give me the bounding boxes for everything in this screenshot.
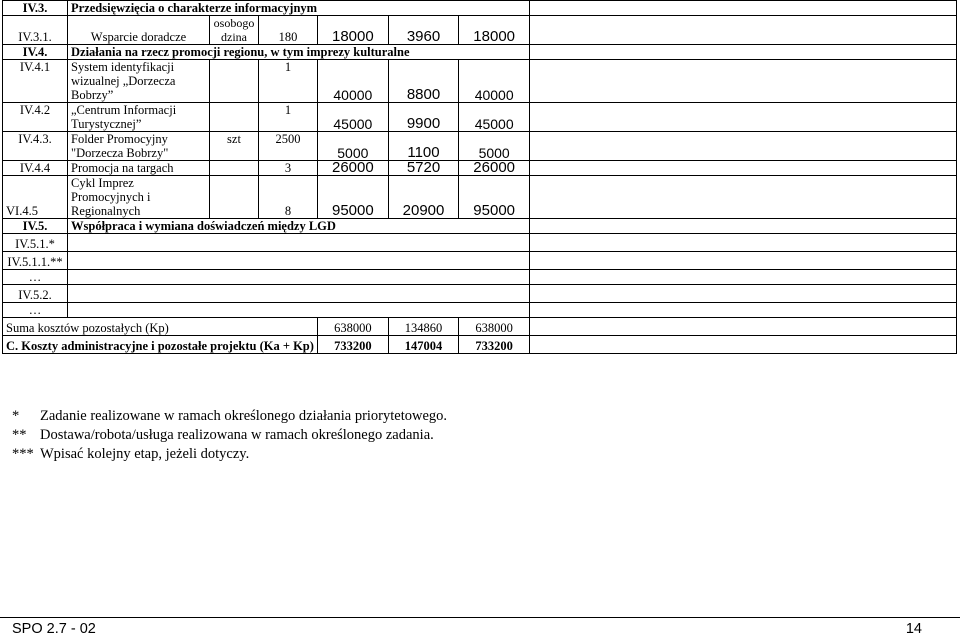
- row-qty: 180: [259, 16, 318, 45]
- section-title: Współpraca i wymiana doświadczeń między LGD: [68, 219, 530, 234]
- row-cost: 95000: [318, 176, 389, 219]
- row-eligible: 40000: [459, 60, 530, 103]
- row-cost: 5000: [318, 132, 389, 161]
- row-eligible: 26000: [459, 161, 530, 176]
- table-row: [3, 303, 957, 318]
- row-eligible: 95000: [459, 176, 530, 219]
- footer-divider: [0, 617, 960, 618]
- table-row: [3, 252, 957, 270]
- row-qty: 1: [259, 103, 318, 132]
- row-cost: 18000: [318, 16, 389, 45]
- total-vat: 147004: [388, 336, 459, 354]
- row-code: …: [3, 303, 68, 318]
- row-vat: 1100: [388, 132, 459, 161]
- footnote-text: Dostawa/robota/usługa realizowana w ramach określonego zadania.: [40, 427, 434, 443]
- table-row: [3, 270, 957, 285]
- budget-table: [2, 0, 957, 354]
- table-row: [3, 60, 957, 103]
- row-name: „Centrum Informacji Turystycznej”: [68, 103, 210, 132]
- row-code: VI.4.5: [3, 176, 68, 219]
- row-qty: 8: [259, 176, 318, 219]
- table-row: [3, 219, 957, 234]
- row-code: IV.3.: [3, 1, 68, 16]
- row-unit: [210, 176, 259, 219]
- row-name: Folder Promocyjny "Dorzecza Bobrzy": [68, 132, 210, 161]
- row-code: IV.4.2: [3, 103, 68, 132]
- row-vat: 20900: [388, 176, 459, 219]
- row-unit: [210, 60, 259, 103]
- footnote-mark: **: [12, 427, 27, 443]
- row-name: Wsparcie doradcze: [68, 16, 210, 45]
- row-vat: 9900: [388, 103, 459, 132]
- section-title: Przedsięwzięcia o charakterze informacyjnym: [68, 1, 530, 16]
- row-vat: 3960: [388, 16, 459, 45]
- row-code: IV.4.4: [3, 161, 68, 176]
- table-row: [3, 176, 957, 219]
- row-name: Promocja na targach: [68, 161, 210, 176]
- sum-cost: 638000: [318, 318, 389, 336]
- total-eligible: 733200: [459, 336, 530, 354]
- table-row: [3, 285, 957, 303]
- sum-label: Suma kosztów pozostałych (Kp): [3, 318, 318, 336]
- row-eligible: 45000: [459, 103, 530, 132]
- total-label: C. Koszty administracyjne i pozostałe projektu (Ka + Kp): [3, 336, 318, 354]
- page-number: 14: [905, 621, 922, 637]
- row-vat: 8800: [388, 60, 459, 103]
- sum-eligible: 638000: [459, 318, 530, 336]
- row-code: IV.5.: [3, 219, 68, 234]
- row-qty: 3: [259, 161, 318, 176]
- table-row: [3, 1, 957, 16]
- footnote-mark: *: [12, 408, 20, 424]
- total-row: [3, 336, 957, 354]
- footnote-mark: ***: [12, 446, 34, 462]
- table-row: [3, 161, 957, 176]
- table-row: [3, 103, 957, 132]
- table-row: [3, 132, 957, 161]
- row-unit: osobogodzina: [210, 16, 259, 45]
- footnote-text: Wpisać kolejny etap, jeżeli dotyczy.: [40, 446, 250, 462]
- row-unit: [210, 103, 259, 132]
- row-eligible: 5000: [459, 132, 530, 161]
- sum-vat: 134860: [388, 318, 459, 336]
- row-code: IV.4.3.: [3, 132, 68, 161]
- total-cost: 733200: [318, 336, 389, 354]
- footnote: [12, 407, 447, 426]
- row-unit: [210, 161, 259, 176]
- row-name: Cykl Imprez Promocyjnych i Regionalnych: [68, 176, 210, 219]
- row-cost: 26000: [318, 161, 389, 176]
- row-qty: 2500: [259, 132, 318, 161]
- document-code: SPO 2.7 - 02: [12, 621, 96, 637]
- section-title: Działania na rzecz promocji regionu, w tym imprezy kulturalne: [68, 45, 530, 60]
- row-code: IV.4.: [3, 45, 68, 60]
- row-unit: szt: [210, 132, 259, 161]
- row-code: IV.5.1.1.**: [3, 252, 68, 270]
- row-cost: 40000: [318, 60, 389, 103]
- table-row: [3, 234, 957, 252]
- table-row: [3, 45, 957, 60]
- row-code: IV.4.1: [3, 60, 68, 103]
- row-code: IV.3.1.: [3, 16, 68, 45]
- table-row: [3, 16, 957, 45]
- row-name: System identyfikacji wizualnej „Dorzecza Bobrzy”: [68, 60, 210, 103]
- sum-row: [3, 318, 957, 336]
- row-code: IV.5.1.*: [3, 234, 68, 252]
- row-vat: 5720: [388, 161, 459, 176]
- footnote-text: Zadanie realizowane w ramach określonego działania priorytetowego.: [40, 408, 448, 424]
- row-cost: 45000: [318, 103, 389, 132]
- row-code: IV.5.2.: [3, 285, 68, 303]
- footnotes: [12, 407, 447, 464]
- footnote: [12, 445, 447, 464]
- footnote: [12, 426, 447, 445]
- row-eligible: 18000: [459, 16, 530, 45]
- row-qty: 1: [259, 60, 318, 103]
- row-code: …: [3, 270, 68, 285]
